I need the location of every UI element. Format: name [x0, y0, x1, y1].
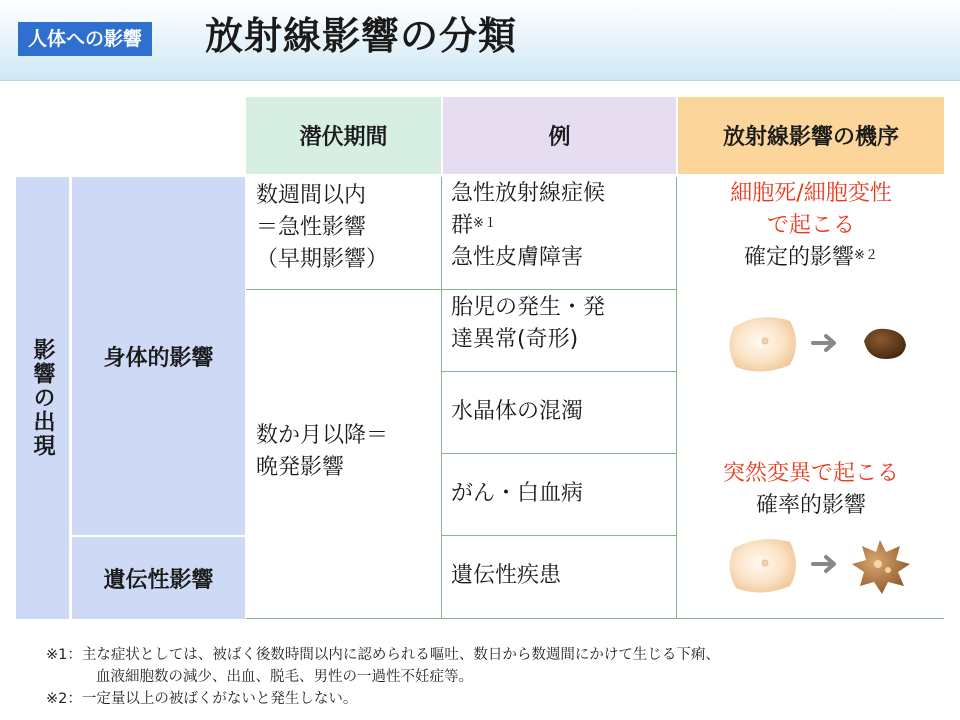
- example-1-line1: 急性放射線症候: [451, 181, 606, 206]
- stochastic-effect-label: 確率的影響: [755, 493, 866, 518]
- mechanism-1-red-line2: で起こる: [766, 213, 855, 238]
- example-1-line3: 急性皮膚障害: [451, 245, 584, 270]
- example-1-line2: 群: [451, 213, 474, 238]
- grid-line: [676, 177, 677, 619]
- grid-line: [442, 453, 676, 454]
- dead-cell-icon: [864, 329, 906, 359]
- latency-late: [256, 420, 441, 484]
- grid-line: [246, 618, 944, 619]
- normal-cell-icon: [729, 539, 796, 592]
- example-cancer: がん・白血病: [451, 481, 584, 506]
- row-label-hereditary: 遺伝性影響: [72, 537, 245, 619]
- grid-line: [442, 289, 676, 290]
- example-2-line1: 胎児の発生・発: [451, 295, 606, 320]
- latency-late-line1: 数か月以降＝: [256, 423, 389, 448]
- footnote-1-line2: 血液細胞数の減少、出血、脱毛、男性の一過性不妊症等。: [96, 669, 473, 685]
- latency-acute-line2: ＝急性影響: [256, 215, 367, 240]
- example-acute-syndrome: [451, 178, 673, 274]
- header-mechanism: 放射線影響の機序: [678, 97, 944, 174]
- example-hereditary: 遺伝性疾患: [451, 563, 562, 588]
- example-cataract: 水晶体の混濁: [451, 399, 584, 424]
- mutation-illustration: [720, 528, 920, 606]
- row-label-somatic: 身体的影響: [72, 177, 245, 535]
- grid-line: [442, 371, 676, 372]
- page-title: 放射線影響の分類: [205, 14, 518, 58]
- header-example: 例: [443, 97, 676, 174]
- cell-death-illustration: [720, 305, 920, 383]
- grid-line: [246, 289, 441, 290]
- grid-line: [442, 535, 676, 536]
- outer-row-label-text: 影響の出現: [30, 338, 55, 458]
- footnote-1-line1: ※1：主な症状としては、被ばく後数時間以内に認められる嘔吐、数日から数週間にかけて生じる下痢、: [46, 647, 720, 663]
- footnotes: [46, 644, 720, 710]
- arrow-icon: [813, 336, 834, 350]
- header-latency: 潜伏期間: [246, 97, 441, 174]
- grid-line: [441, 177, 442, 619]
- mechanism-2-red-line1: 突然変異で起こる: [722, 461, 899, 486]
- latency-late-line2: 晩発影響: [256, 455, 345, 480]
- mechanism-stochastic: [678, 458, 944, 522]
- normal-cell-icon: [729, 317, 796, 371]
- outer-row-label: [16, 177, 69, 619]
- deterministic-effect-label: 確定的影響: [744, 245, 855, 270]
- example-2-line2: 達異常(奇形): [451, 327, 579, 352]
- footnote-ref-1: ※１: [473, 216, 497, 231]
- example-fetal: [451, 292, 673, 356]
- footnote-2: ※2：一定量以上の被ばくがないと発生しない。: [46, 691, 358, 707]
- mechanism-deterministic: [678, 178, 944, 274]
- category-tag: 人体への影響: [18, 22, 152, 56]
- latency-acute-line3: （早期影響）: [256, 247, 389, 272]
- arrow-icon: [813, 557, 834, 571]
- title-bar: [0, 0, 960, 81]
- latency-acute: [256, 180, 441, 276]
- footnote-ref-2: ※２: [854, 248, 878, 263]
- latency-acute-line1: 数週間以内: [256, 183, 367, 208]
- mechanism-1-red-line1: 細胞死/細胞変性: [730, 181, 892, 206]
- mutated-cell-icon: [852, 540, 910, 594]
